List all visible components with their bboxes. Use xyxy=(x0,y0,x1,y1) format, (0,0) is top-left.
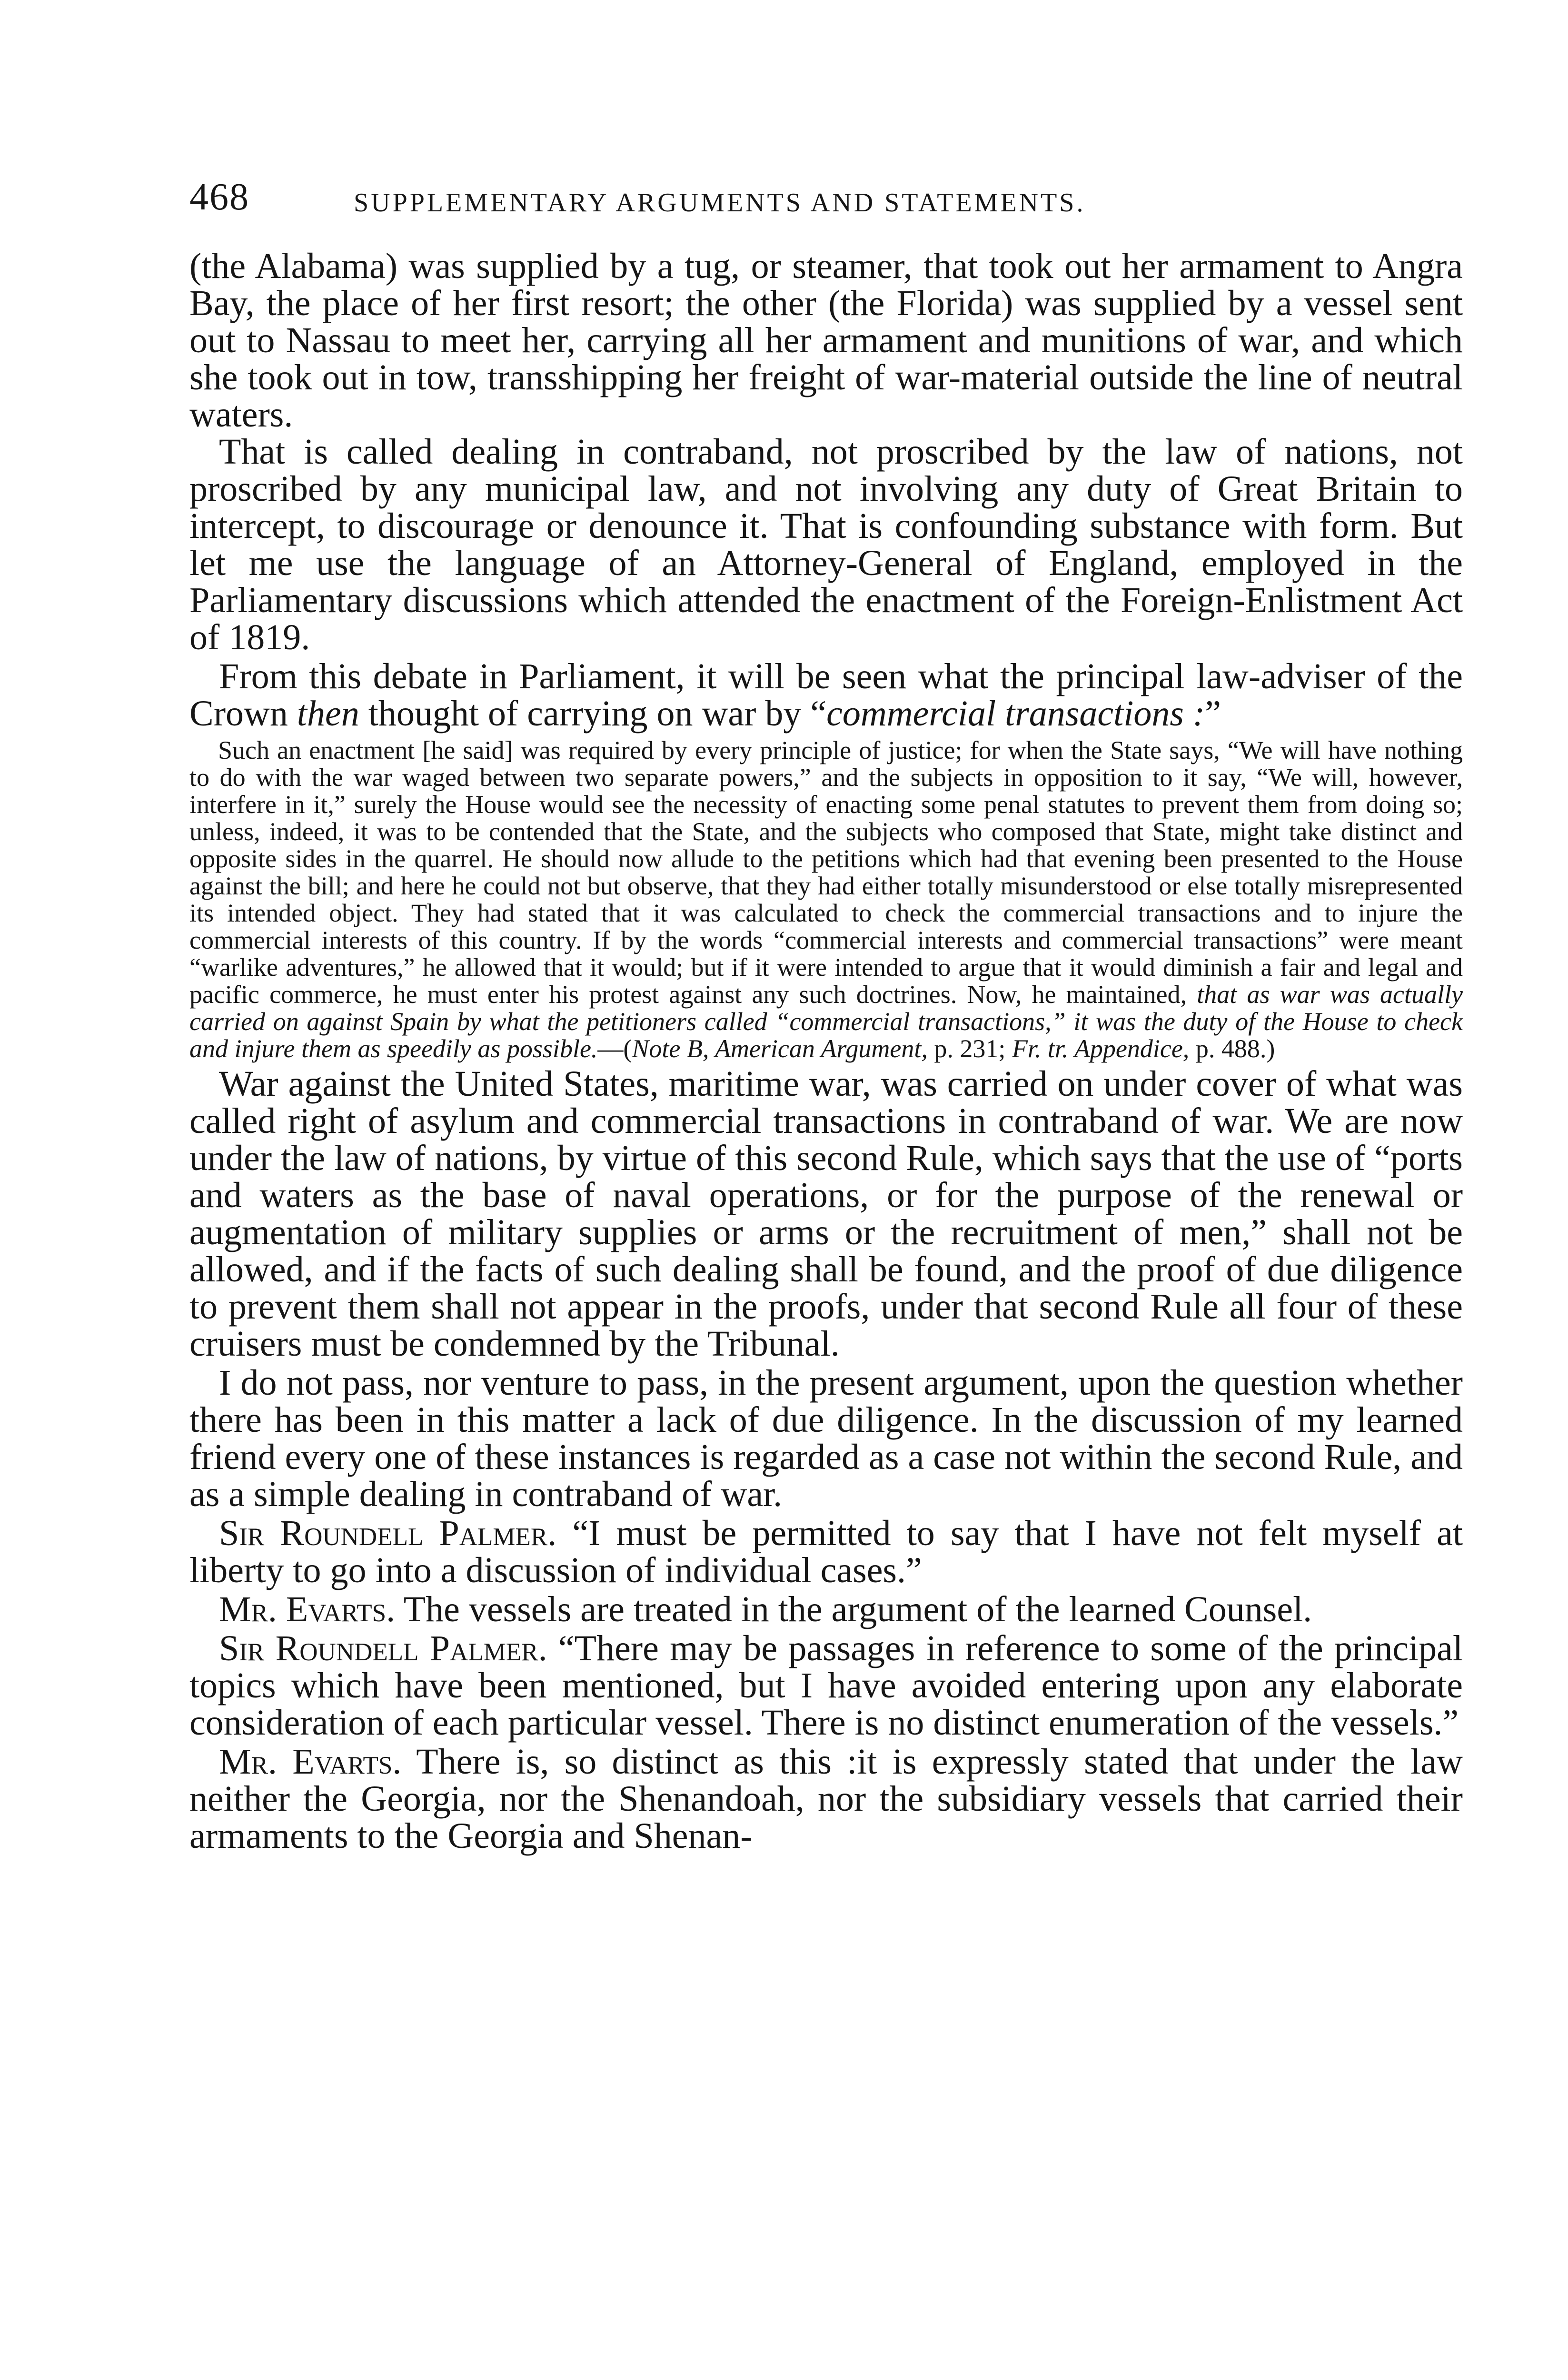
page-header xyxy=(189,173,1280,221)
running-title: SUPPLEMENTARY ARGUMENTS AND STATEMENTS. xyxy=(354,188,1086,218)
debate-intro-emphasis-transactions: commercial transactions : xyxy=(826,694,1205,734)
debate-intro-close-quote: ” xyxy=(1205,694,1221,734)
quote-text: Such an enactment [he said] was required by every principle of justice; for when the State says, “We will have nothing to do with the war waged between two separate powers,” and the subjects in opposition to it say, “We will, however, interfere in it,” surely the House would see the necessity of enacting some penal statutes to prevent them from doing so; unless, indeed, it was to be contended that the State, and the subjects who composed that State, might take distinct and opposite sides in the quarrel. He should now allude to the petitions which had that evening been presented to the House against the bill; and here he could not but observe, that they had either totally misunderstood or else totally misrepresented its intended object. They had stated that it was calculated to check the commercial transactions and to injure the commercial interests of this country. If by the words “commercial interests and commercial transactions” were meant “warlike adventures,” he allowed that it would; but if it were intended to argue that it would diminish a fair and legal and pacific commerce, he must enter his protest against any such doctrines. Now, he maintained, xyxy=(189,736,1463,1009)
quote-citation-page-1: p. 231; xyxy=(927,1034,1012,1063)
paragraph-alabama-florida: (the Alabama) was supplied by a tug, or steamer, that took out her armament to Angra Bay, the place of her first resort; the other (the Florida) was supplied by a vessel sent out to Nassau to meet her, carrying all her armament and munitions of war, and which she took out in tow, transshipping her freight of war-material outside the line of neutral waters. xyxy=(189,246,1463,435)
quote-citation-source-1: Note B, American Argument, xyxy=(632,1034,928,1063)
debate-intro-text: From this debate in Parliament, it will be seen what the principal law-adviser of the Crown xyxy=(189,656,1463,734)
paragraph-due-diligence: I do not pass, nor venture to pass, in the present argument, upon the question whether there has been in this matter a lack of due diligence. In the discussion of my learned friend every one of these instances is regarded as a case not within the second Rule, and as a simple dealing in contraband of war. xyxy=(189,1363,1463,1514)
speaker-name: Mr. Evarts. xyxy=(219,1589,396,1629)
speech-text: “I must be permitted to say that I have not felt myself at liberty to go into a discussion of individual cases.” xyxy=(189,1513,1463,1590)
debate-intro-emphasis-then: then xyxy=(297,694,359,734)
speech-text: The vessels are treated in the argument of the learned Counsel. xyxy=(395,1589,1312,1629)
speaker-name: Sir Roundell Palmer. xyxy=(219,1628,547,1668)
speech-text: “There may be passages in reference to some of the principal topics which have been mentioned, but I have avoided entering upon any elaborate consideration of each particular vessel. There is no distinct enumeration of the vessels.” xyxy=(189,1628,1463,1743)
body-text xyxy=(189,248,1463,1854)
speaker-name: Sir Roundell Palmer. xyxy=(219,1513,557,1553)
paragraph-debate-intro xyxy=(189,658,1463,732)
speaker-name: Mr. Evarts. xyxy=(219,1742,402,1782)
quote-citation-source-2: Fr. tr. Appendice, xyxy=(1012,1034,1190,1063)
paragraph-evarts-1 xyxy=(189,1591,1463,1628)
paragraph-war-against-us: War against the United States, maritime war, was carried on under cover of what was called right of asylum and commercial transactions in contraband of war. We are now under the law of nations, by virtue of this second Rule, which says that the use of “ports and waters as the base of naval operations, or for the purpose of the renewal or augmentation of military supplies or arms or the recruitment of men,” shall not be allowed, and if the facts of such dealing shall be found, and the proof of due diligence to prevent them shall not appear in the proofs, under that second Rule all four of these cruisers must be condemned by the Tribunal. xyxy=(189,1064,1463,1364)
paragraph-palmer-2 xyxy=(189,1630,1463,1741)
speech-text: There is, so distinct as this :it is expressly stated that under the law neither the Georgia, nor the Shenandoah, nor the subsidiary vessels that carried their armaments to the Georgia and Shenan- xyxy=(189,1742,1463,1856)
quote-italic-text: that as war was actually carried on against Spain by what the petitioners called “commercial transactions,” it was the duty of the House to check and injure them as speedily as possible. xyxy=(189,980,1463,1063)
quote-citation-open: —( xyxy=(597,1034,632,1063)
paragraph-evarts-2 xyxy=(189,1743,1463,1854)
paragraph-palmer-1 xyxy=(189,1515,1463,1589)
block-quote-attorney-general xyxy=(189,737,1463,1062)
quote-citation-page-2: p. 488.) xyxy=(1189,1034,1275,1063)
paragraph-contraband: That is called dealing in contraband, not proscribed by the law of nations, not proscribed by any municipal law, and not involving any duty of Great Britain to intercept, to discourage or denounce it. That is confounding substance with form. But let me use the language of an Attorney-General of England, employed in the Parliamentary discussions which attended the enactment of the Foreign-Enlistment Act of 1819. xyxy=(189,432,1463,657)
debate-intro-text-2: thought of carrying on war by “ xyxy=(359,694,827,734)
page-number: 468 xyxy=(189,176,249,218)
